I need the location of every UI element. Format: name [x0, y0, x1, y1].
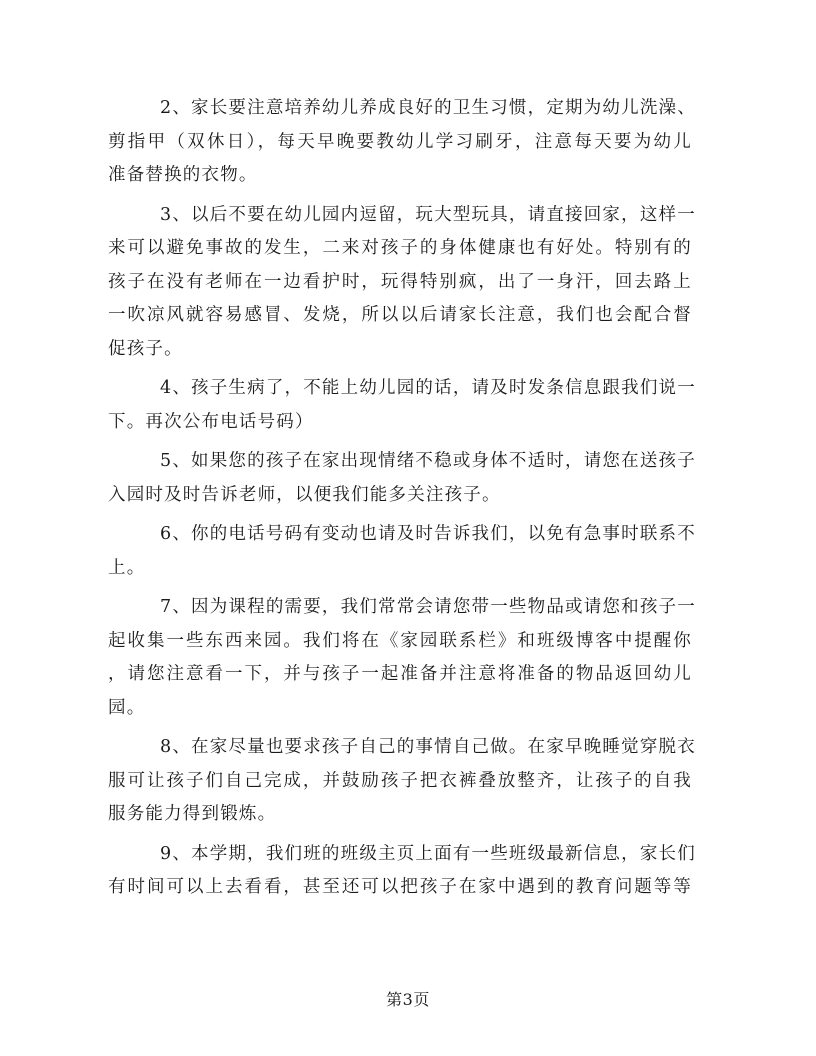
text-line: 孩子在没有老师在一边看护时，玩得特别疯，出了一身汗，回去路上: [108, 271, 692, 292]
text-line: 6、你的电话号码有变动也请及时告诉我们，以免有急事时联系不: [160, 524, 696, 544]
text-line: 4、孩子生病了，不能上幼儿园的话，请及时发条信息跟我们说一: [160, 378, 696, 398]
text-line: 准备替换的衣物。: [108, 165, 258, 185]
paragraph-item-3: [108, 199, 696, 367]
paragraph-item-9: [108, 838, 696, 905]
paragraph-item-4: [108, 372, 696, 439]
text-line: ，请您注意看一下，并与孩子一起准备并注意将准备的物品返回幼儿: [108, 664, 692, 684]
text-line: 2、家长要注意培养幼儿养成良好的卫生习惯，定期为幼儿洗澡、: [160, 98, 696, 118]
text-line: 园。: [108, 697, 146, 718]
text-line: 9、本学期，我们班的班级主页上面有一些班级最新信息，家长们: [160, 843, 696, 864]
paragraph-item-6: [108, 518, 696, 585]
text-line: 起收集一些东西来园。我们将在《家园联系栏》和班级博客中提醒你: [108, 630, 692, 651]
text-line: 7、因为课程的需要，我们常常会请您带一些物品或请您和孩子一: [160, 597, 696, 617]
text-line: 8、在家尽量也要求孩子自己的事情自己做。在家早晚睡觉穿脱衣: [160, 737, 696, 757]
paragraph-item-5: [108, 445, 696, 512]
paragraph-item-8: [108, 731, 696, 832]
text-line: 一吹凉风就容易感冒、发烧，所以以后请家长注意，我们也会配合督: [108, 305, 692, 325]
text-line: 服务能力得到锻炼。: [108, 804, 277, 824]
paragraph-item-7: [108, 591, 696, 725]
text-line: 下。再次公布电话号码）: [108, 411, 314, 432]
text-line: 来可以避免事故的发生，二来对孩子的身体健康也有好处。特别有的: [108, 238, 692, 258]
text-line: 上。: [108, 557, 146, 578]
text-line: 入园时及时告诉老师，以便我们能多关注孩子。: [108, 484, 501, 505]
paragraph-item-2: [108, 92, 696, 193]
text-line: 5、如果您的孩子在家出现情绪不稳或身体不适时，请您在送孩子: [160, 451, 696, 471]
page-number: 第3页: [386, 990, 430, 1009]
text-line: 服可让孩子们自己完成，并鼓励孩子把衣裤叠放整齐，让孩子的自我: [108, 770, 692, 791]
document-body: [108, 92, 696, 911]
text-line: 3、以后不要在幼儿园内逗留，玩大型玩具，请直接回家，这样一: [160, 204, 696, 225]
text-line: 促孩子。: [108, 338, 183, 359]
text-line: 有时间可以上去看看，甚至还可以把孩子在家中遇到的教育问题等等: [108, 877, 692, 897]
text-line: 剪指甲（双休日），每天早晚要教幼儿学习刷牙，注意每天要为幼儿: [108, 131, 692, 152]
